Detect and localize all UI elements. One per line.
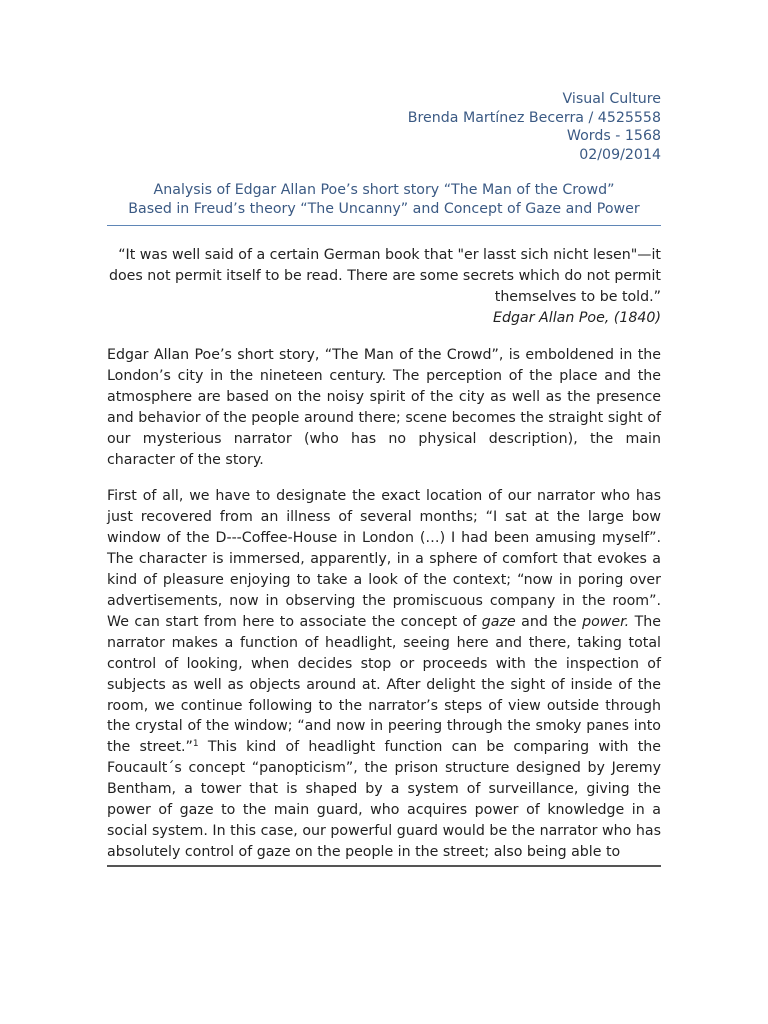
- paragraph-text: and the: [515, 613, 583, 630]
- paragraph-text: First of all, we have to designate the exact location of our narrator who has just recovered from an illness of several months; “I sat at the large bow window of the D---Coffee-House in London (…) I had been amusing myself”. The character is immersed, apparently, in a sphere of comfort that evokes a kind of pleasure enjoying to take a look of the context; “now in poring over advertisements, now in observing the promiscuous company in the room”. We can start from here to associate the concept of: [107, 488, 661, 630]
- title-line-1: Analysis of Edgar Allan Poe’s short story “The Man of the Crowd”: [153, 182, 615, 198]
- body-paragraph-2: [107, 486, 661, 862]
- document-title: [107, 181, 661, 226]
- footnote-reference[interactable]: 1: [192, 739, 199, 750]
- paragraph-text: This kind of headlight function can be comparing with the Foucault´s concept “panopticism”, the prison structure designed by Jeremy Bentham, a tower that is shaped by a system of surveillance, giving the power of gaze to the main guard, who acquires power of knowledge in a social system. In this case, our powerful guard would be the narrator who has absolutely control of gaze on the people in the street; also being able to: [107, 739, 661, 860]
- author-and-id: Brenda Martínez Becerra / 4525558: [407, 109, 661, 126]
- page-bottom-rule: [107, 865, 661, 867]
- paragraph-text: The narrator makes a function of headlight, seeing here and there, taking total control of looking, when decides stop or proceeds with the inspection of subjects as well as objects around at. After delight the sight of inside of the room, we continue following to the narrator’s steps of view outside through the crystal of the window; “and now in peering through the smoky panes into the street.”: [107, 613, 661, 756]
- document-page: [107, 90, 661, 867]
- body-paragraph-1: Edgar Allan Poe’s short story, “The Man of the Crowd”, is emboldened in the London’s city in the nineteen century. The perception of the place and the atmosphere are based on the noisy spirit of the city as well as the presence and behavior of the people around there; scene becomes the straight sight of our mysterious narrator (who has no physical description), the main character of the story.: [107, 347, 661, 468]
- epigraph: [107, 245, 661, 329]
- epigraph-quote: “It was well said of a certain German book that "er lasst sich nicht lesen"—it does not permit itself to be read. There are some secrets which do not permit themselves to be told.”: [108, 247, 661, 305]
- course-name: Visual Culture: [562, 91, 661, 107]
- document-date: 02/09/2014: [579, 146, 661, 163]
- document-header: [107, 90, 661, 164]
- epigraph-source: Edgar Allan Poe, (1840): [493, 310, 661, 326]
- emphasis-power: power.: [582, 613, 630, 630]
- title-line-2: Based in Freud’s theory “The Uncanny” and Concept of Gaze and Power: [128, 200, 640, 217]
- word-count: Words - 1568: [566, 128, 661, 144]
- emphasis-gaze: gaze: [481, 613, 516, 630]
